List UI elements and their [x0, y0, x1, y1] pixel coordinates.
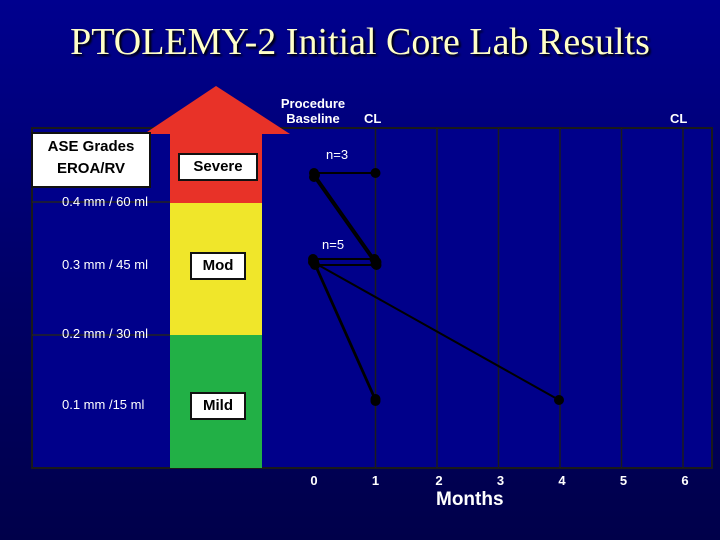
series-1-point-2: [371, 168, 381, 178]
slide-title: PTOLEMY-2 Initial Core Lab Results: [70, 21, 650, 63]
legend-line-2: EROA/RV: [56, 160, 126, 177]
grade-mod-label: Mod: [190, 252, 246, 280]
x-tick-label-3: 3: [496, 473, 505, 488]
x-axis-label: Months: [436, 489, 504, 510]
threshold-label-0.3: 0.3 mm / 45 ml: [62, 257, 148, 272]
ase-grades-legend-box: [31, 132, 151, 188]
threshold-label-0.4: 0.4 mm / 60 ml: [62, 194, 148, 209]
grade-mild-label: Mild: [190, 392, 246, 420]
series-7-point-2: [371, 396, 381, 406]
x-tick-label-2: 2: [435, 473, 443, 488]
cl-header-1: CL: [364, 111, 382, 126]
series-5-point-2: [372, 260, 382, 270]
threshold-label-0.2: 0.2 mm / 30 ml: [62, 326, 148, 341]
arrow-head: [144, 86, 290, 134]
legend-line-1: ASE Grades: [47, 138, 135, 155]
x-tick-label-4: 4: [558, 473, 566, 488]
series-3-point-1: [310, 170, 320, 180]
x-tick-label-0: 0: [310, 473, 318, 488]
x-tick-label-6: 6: [681, 473, 689, 488]
series-8-point-2: [554, 395, 564, 405]
series-8-point-1: [308, 257, 318, 267]
grade-severe-label: Severe: [178, 153, 258, 181]
x-tick-label-1: 1: [371, 473, 380, 488]
annotation-n3: n=3: [326, 147, 349, 162]
threshold-label-0.1: 0.1 mm /15 ml: [62, 397, 145, 412]
x-tick-label-5: 5: [619, 473, 628, 488]
cl-header-6: CL: [670, 111, 688, 126]
procedure-baseline-header: Procedure Baseline: [280, 96, 346, 126]
annotation-n5: n=5: [322, 237, 345, 252]
